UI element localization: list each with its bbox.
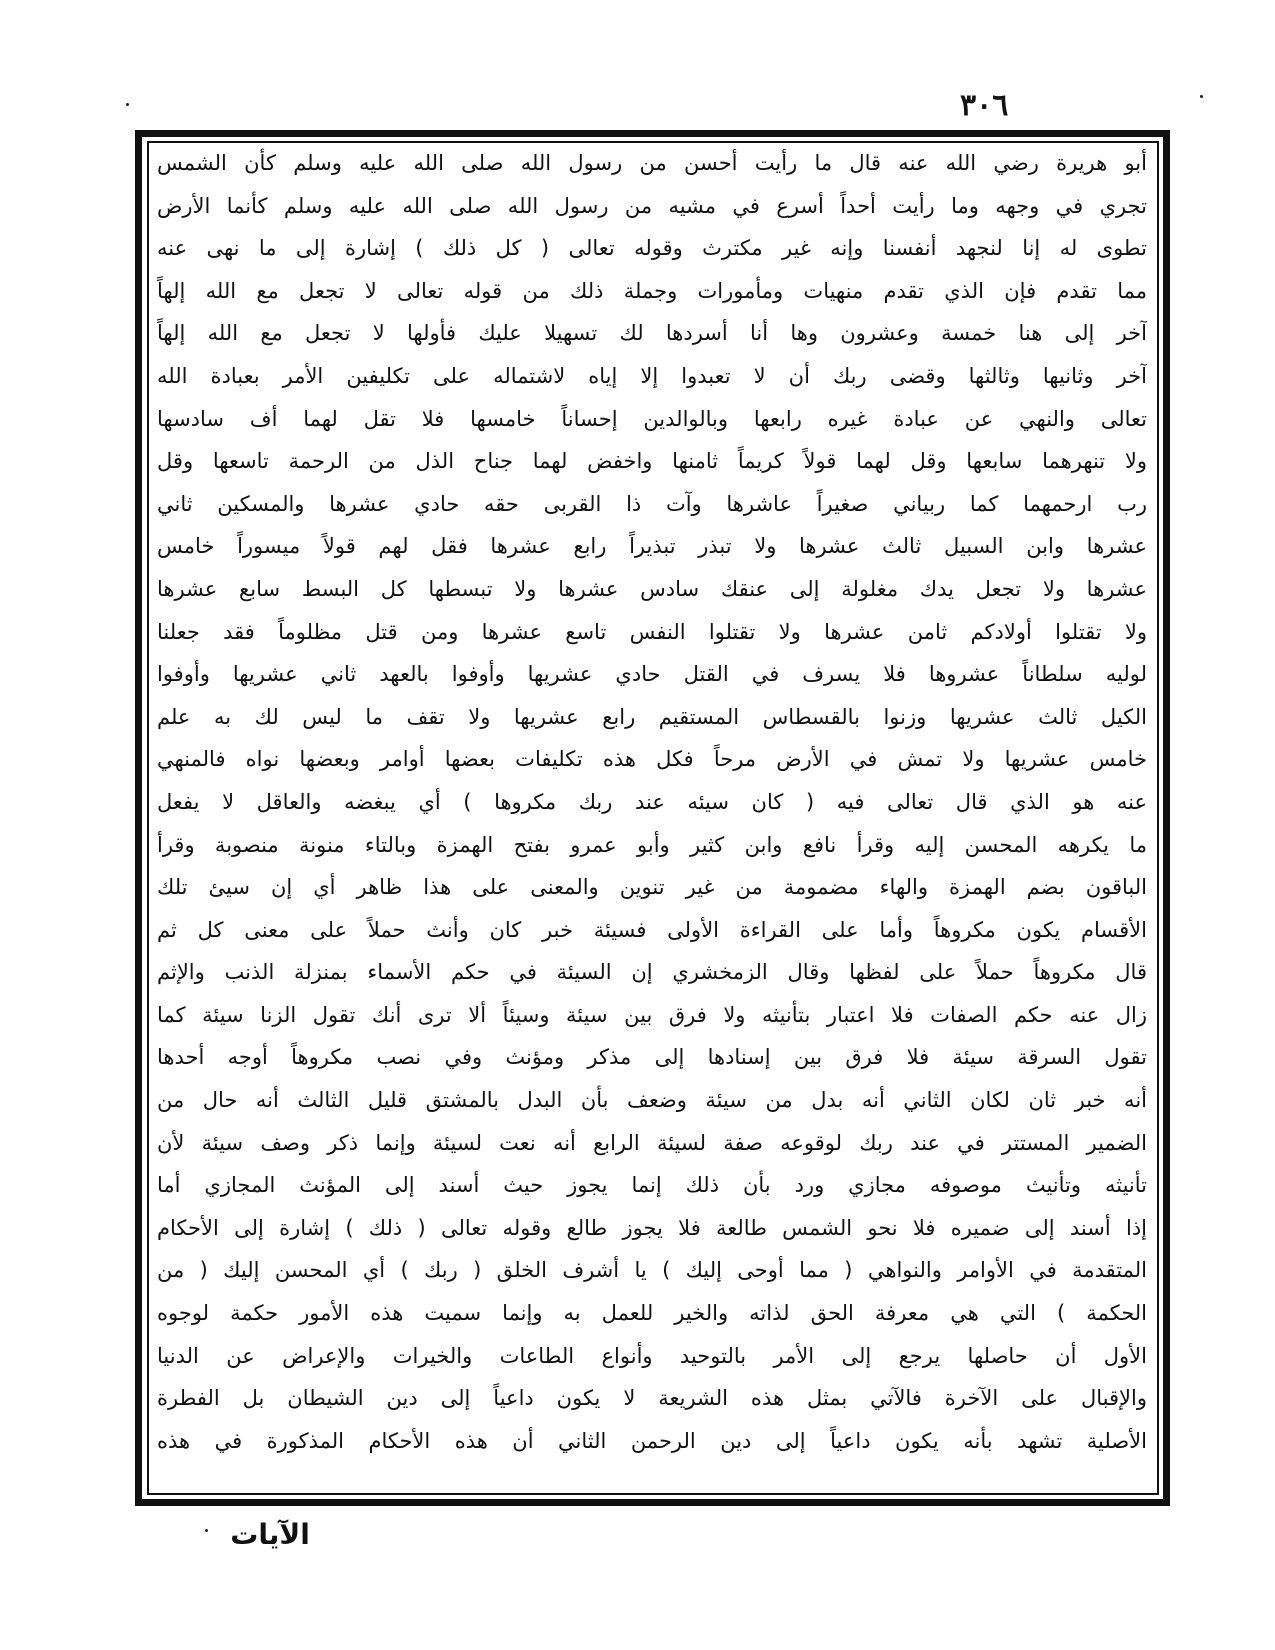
main-text-block: [157, 142, 1147, 1462]
text-line: تقول السرقة سيئة فلا فرق بين إسنادها إلى مذكر ومؤنث وفي نصب مكروهاً أوجه أحدها: [157, 1045, 1147, 1070]
scan-speck: [205, 1529, 208, 1532]
text-line: ولا تنهرهما سابعها وقل لهما قولاً كريماً ثامنها واخفض لهما جناح الذل من الرحمة تاسعها وقل: [157, 449, 1147, 474]
text-line: خامس عشريها ولا تمش في الأرض مرحاً فكل هذه تكليفات بعضها أوامر وبعضها نواه فالمنهي: [157, 747, 1147, 772]
text-line: تعالى والنهي عن عبادة غيره رابعها وبالوالدين إحساناً خامسها فلا تقل لهما أف سادسها: [157, 406, 1147, 431]
scan-speck: [1200, 95, 1203, 98]
text-line: أبو هريرة رضي الله عنه قال ما رأيت أحسن من رسول الله صلى الله عليه وسلم كأن الشمس: [157, 151, 1147, 175]
text-line: الضمير المستتر في عند ربك لوقوعه صفة لسيئة الرابع أنه نعت لسيئة وإنما ذكر وصف سيئة لأن: [157, 1130, 1147, 1155]
text-line: آخر إلى هنا خمسة وعشرون وها أنا أسردها لك تسهيلا عليك فأولها لا تجعل مع الله إلهاً: [157, 321, 1147, 346]
text-line: عنه هو الذي قال تعالى فيه ( كان سيئه عند ربك مكروها ) أي يبغضه والعاقل لا يفعل: [157, 789, 1147, 814]
page-number: ٣٠٦: [960, 88, 1009, 123]
text-line: آخر وثانيها وثالثها وقضى ربك أن لا تعبدوا إلا إياه لاشتماله على تكليفين الأمر بعبادة الله: [157, 363, 1147, 388]
text-line: رب ارحمهما كما ربياني صغيراً عاشرها وآت ذا القربى حقه حادي عشرها والمسكين ثاني: [157, 491, 1147, 516]
text-line: والإقبال على الآخرة فالآتي بمثل هذه الشريعة لا يكون داعياً إلى دين الشيطان بل الفطرة: [157, 1386, 1147, 1411]
text-line: الحكمة ) التي هي معرفة الحق لذاته والخير للعمل به وإنما سميت هذه الأمور حكمة لوجوه: [157, 1301, 1147, 1326]
text-line: تأنيثه وتأنيث موصوفه مجازي ورد بأن ذلك إنما يجوز حيث أسند إلى المؤنث المجازي أما: [157, 1173, 1147, 1198]
text-line: أنه خبر ثان لكان الثاني أنه بدل من سيئة وضعف بأن البدل بالمشتق قليل الثالث أنه حال من: [157, 1088, 1147, 1113]
text-line: ما يكرهه المحسن إليه وقرأ نافع وابن كثير وأبو عمرو بفتح الهمزة وبالتاء منونة منصوبة وقرأ: [157, 832, 1147, 857]
scan-speck: [126, 103, 129, 106]
text-line: الباقون بضم الهمزة والهاء مضمومة من غير تنوين والمعنى على هذا ظاهر أي إن سيئ تلك: [157, 875, 1147, 900]
text-line: مما تقدم فإن الذي تقدم منهيات ومأمورات وجملة ذلك من قوله تعالى لا تجعل مع الله إلهاً: [157, 278, 1147, 303]
text-line: تطوى له إنا لنجهد أنفسنا وإنه غير مكترث وقوله تعالى ( كل ذلك ) إشارة إلى ما نهى عنه: [157, 236, 1147, 261]
text-line: المتقدمة في الأوامر والنواهي ( مما أوحى إليك ) يا أشرف الخلق ( ربك ) أي المحسن إليك ( من: [157, 1258, 1147, 1283]
text-line: تجري في وجهه وما رأيت أحداً أسرع في مشيه من رسول الله صلى الله عليه وسلم كأنما الأرض: [157, 193, 1147, 218]
text-line: إذا أسند إلى ضميره فلا نحو الشمس طالعة فلا يجوز طالع وقوله تعالى ( ذلك ) إشارة إلى الأحكام: [157, 1215, 1147, 1240]
text-line: الكيل ثالث عشريها وزنوا بالقسطاس المستقيم رابع عشريها ولا تقف ما ليس لك به علم: [157, 704, 1147, 729]
catchword: الآيات: [230, 1518, 310, 1551]
text-line: ولا تقتلوا أولادكم ثامن عشرها ولا تقتلوا النفس تاسع عشرها ومن قتل مظلوماً فقد جعلنا: [157, 619, 1147, 644]
text-line: زال عنه حكم الصفات فلا اعتبار بتأنيثه ولا فرق بين سيئة وسيئاً ألا ترى أنك تقول الزنا سيئة كما: [157, 1002, 1147, 1027]
text-line: لوليه سلطاناً عشروها فلا يسرف في القتل حادي عشريها وأوفوا بالعهد ثاني عشريها وأوفوا: [157, 662, 1147, 687]
text-line: الأول أن حاصلها يرجع إلى الأمر بالتوحيد وأنواع الطاعات والخيرات والإعراض عن الدنيا: [157, 1343, 1147, 1368]
text-line: قال مكروهاً حملاً على لفظها وقال الزمخشري إن السيئة في حكم الأسماء بمنزلة الذنب والإثم: [157, 960, 1147, 985]
text-line: الأقسام يكون مكروهاً وأما على القراءة الأولى فسيئة خبر كان وأنث حملاً على معنى كل ثم: [157, 917, 1147, 942]
text-line: الأصلية تشهد بأنه يكون داعياً إلى دين الرحمن الثاني أن هذه الأحكام المذكورة في هذه: [157, 1428, 1147, 1453]
text-line: عشرها وابن السبيل ثالث عشرها ولا تبذر تبذيراً رابع عشرها فقل لهم قولاً ميسوراً خامس: [157, 534, 1147, 559]
text-line: عشرها ولا تجعل يدك مغلولة إلى عنقك سادس عشرها ولا تبسطها كل البسط سابع عشرها: [157, 576, 1147, 601]
